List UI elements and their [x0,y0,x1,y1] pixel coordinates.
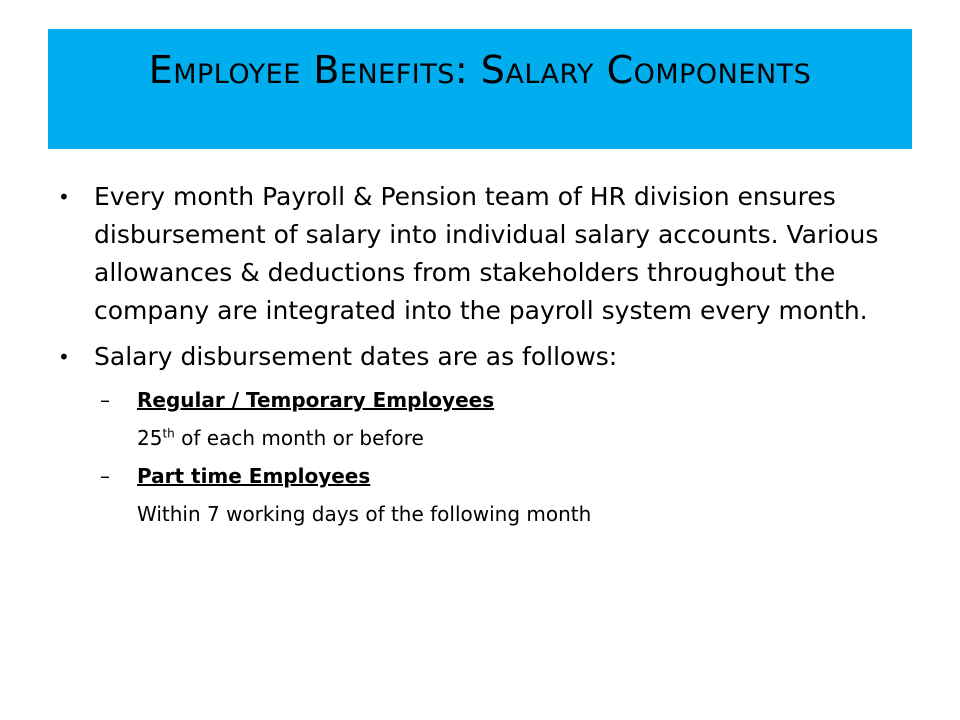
sub-item-heading: Part time Employees [137,464,371,488]
dash-marker: – [100,388,110,412]
detail-ordinal-suffix: th [162,426,175,441]
dash-marker: – [100,464,110,488]
bullet-item [58,178,918,330]
detail-text: of each month or before [174,426,424,450]
bullet-item [58,338,918,376]
sub-item-regular-temporary [58,384,918,416]
slide-title: Employee Benefits: Salary Components [148,48,812,92]
bullet-marker: • [58,345,70,369]
sub-item-detail: Within 7 working days of the following month [137,502,592,526]
sub-item-heading: Regular / Temporary Employees [137,388,495,412]
bullet-text: Salary disbursement dates are as follows: [94,342,618,371]
detail-day: 25 [137,426,163,450]
title-bar [48,29,912,149]
sub-item-detail [58,422,918,454]
slide-body [58,178,918,536]
bullet-text: Every month Payroll & Pension team of HR division ensures disbursement of salary into individual salary accounts. Various allowances & deductions from stakeholders throughout the company are integrated into the payroll system every month. [94,182,879,325]
sub-item-part-time [58,460,918,492]
bullet-marker: • [58,185,70,209]
